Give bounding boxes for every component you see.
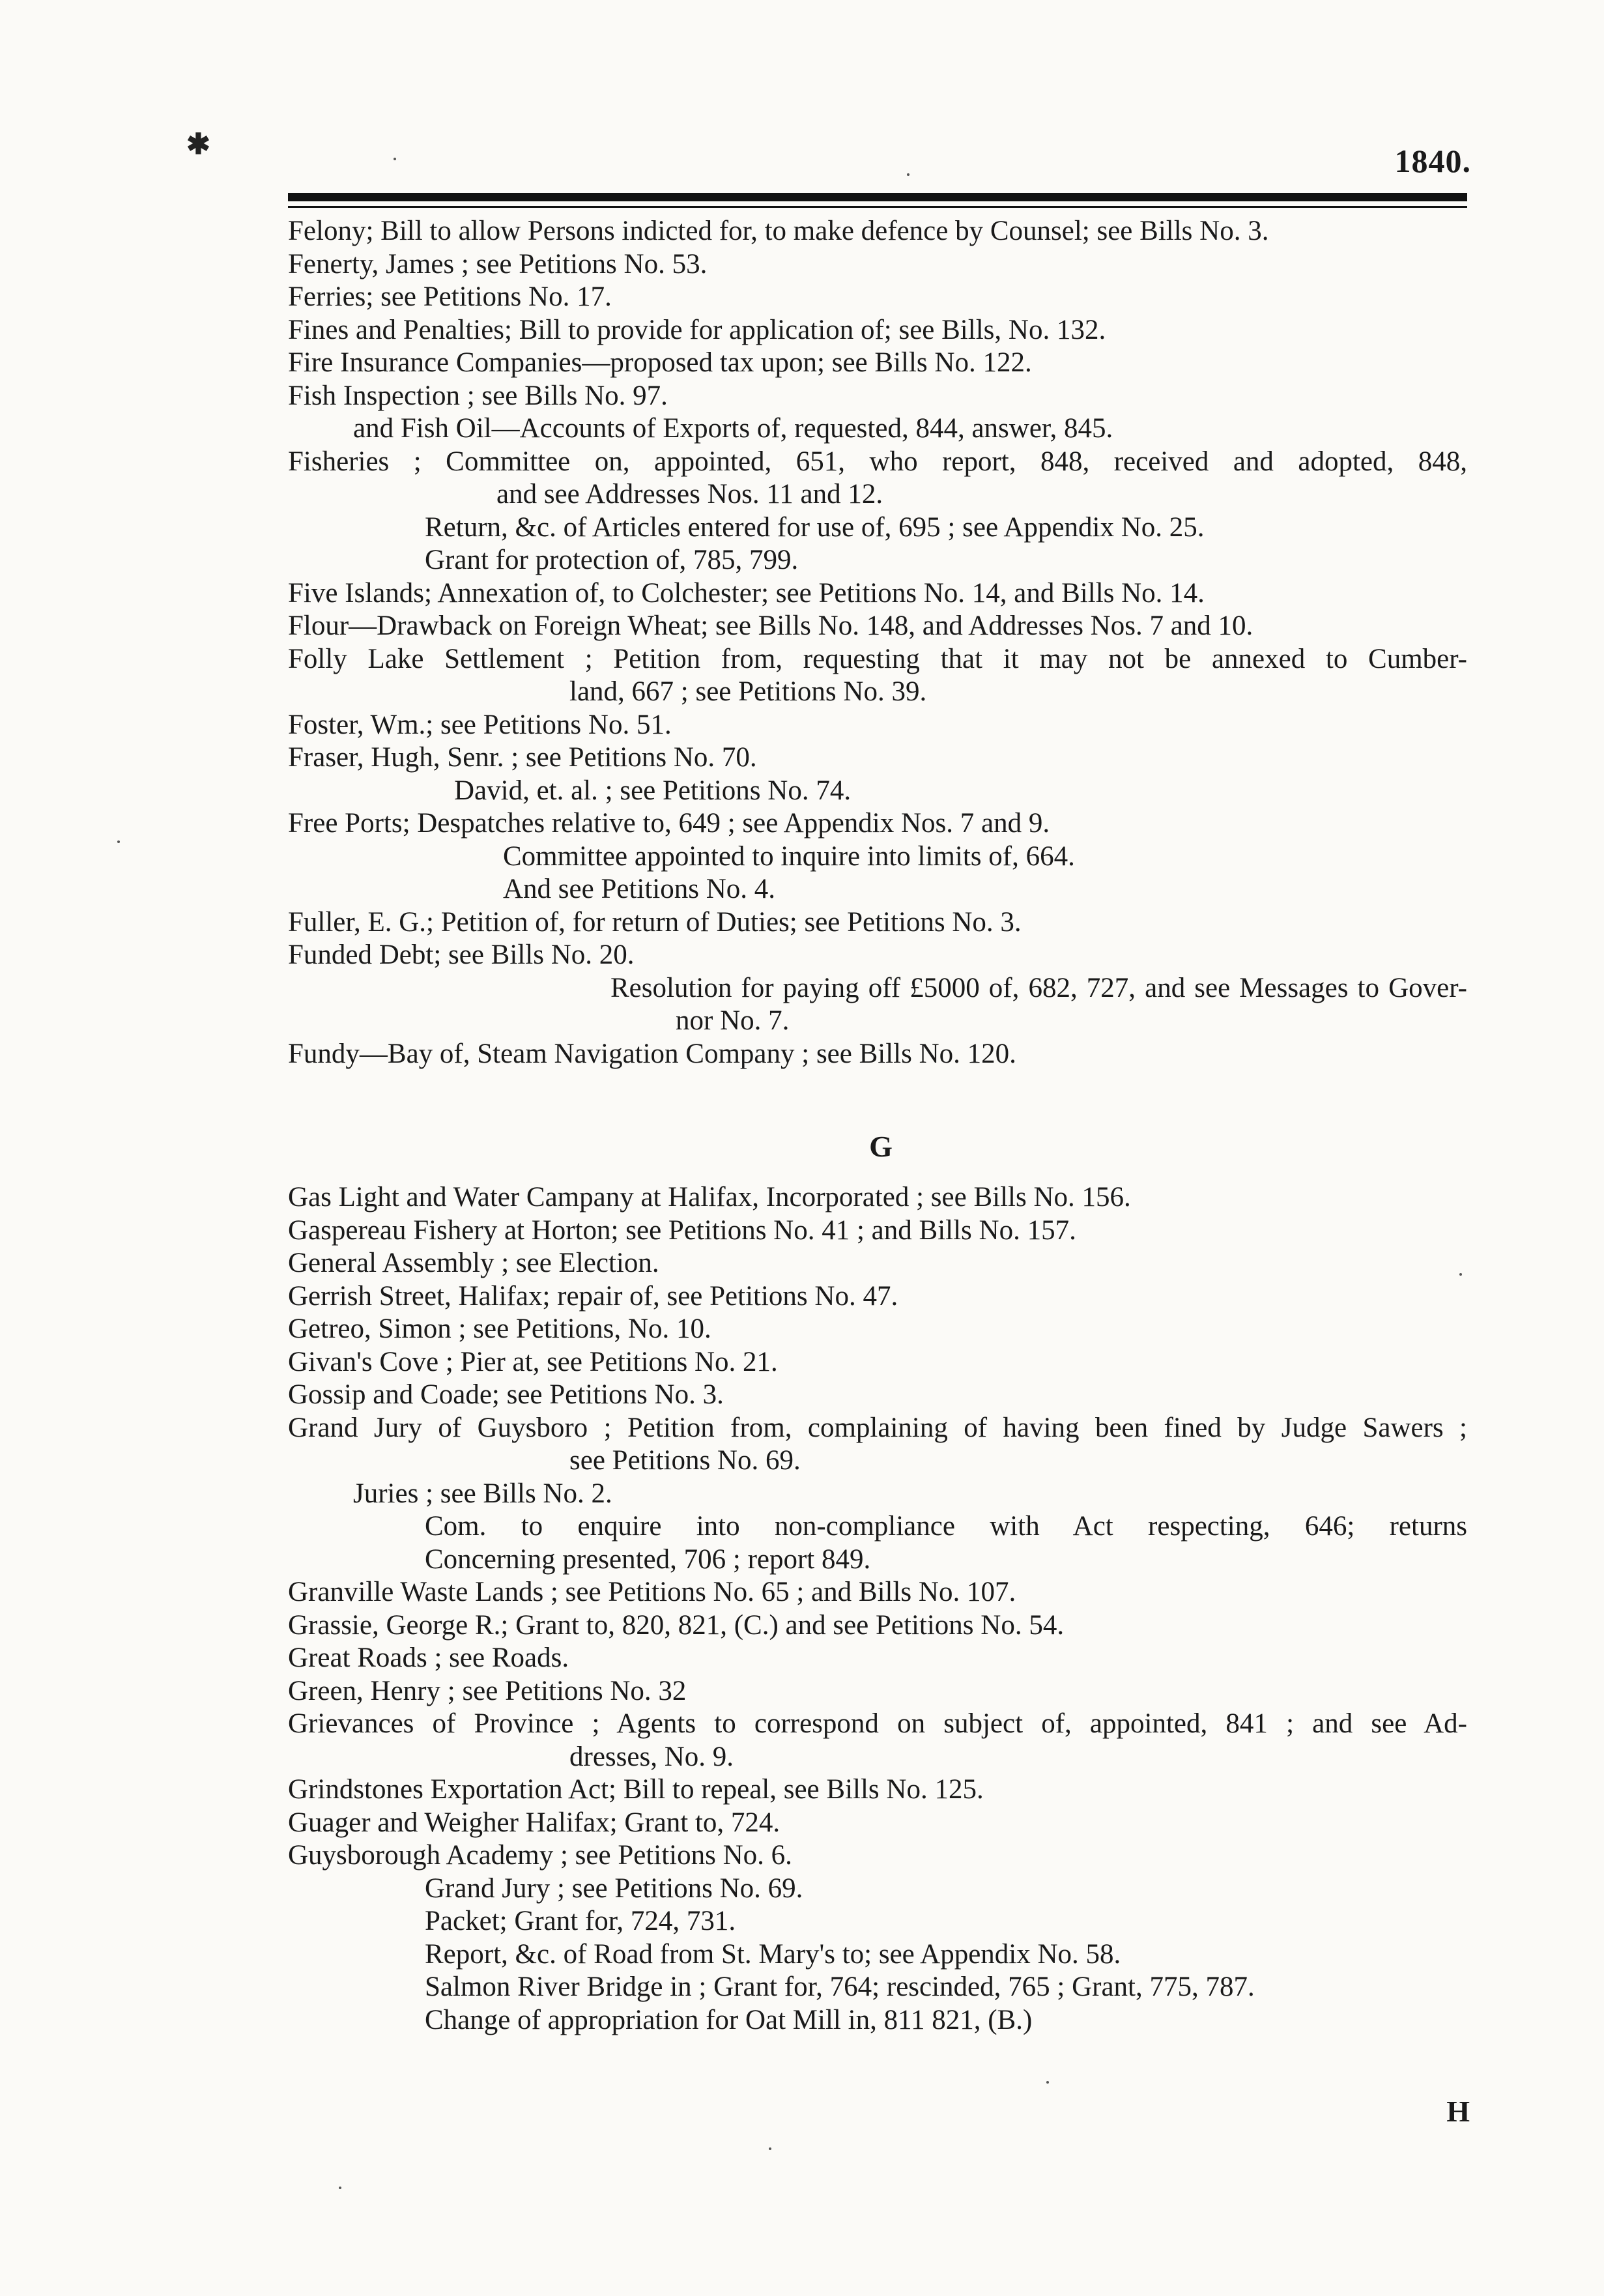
print-speck [1459, 1273, 1462, 1276]
index-entry: Ferries; see Petitions No. 17. [288, 281, 612, 312]
index-continuation: Concerning presented, 706 ; report 849. [425, 1543, 871, 1575]
index-entry: Grindstones Exportation Act; Bill to repeal, see Bills No. 125. [288, 1774, 984, 1805]
print-speck [394, 158, 396, 160]
index-entry: Great Roads ; see Roads. [288, 1643, 569, 1673]
index-entry: Fisheries ; Committee on, appointed, 651, who report, 848, received and adopted, 848, [288, 446, 1467, 477]
index-entry: Fundy—Bay of, Steam Navigation Company ; see Bills No. 120. [288, 1038, 1016, 1069]
index-continuation: nor No. 7. [676, 1005, 790, 1036]
index-entry: Fuller, E. G.; Petition of, for return of Duties; see Petitions No. 3. [288, 906, 1022, 938]
index-subentry: Packet; Grant for, 724, 731. [425, 1906, 736, 1936]
section-letter: G [869, 1130, 893, 1163]
header-rule-thin [288, 206, 1467, 208]
index-entry: Flour—Drawback on Foreign Wheat; see Bills No. 148, and Addresses Nos. 7 and 10. [288, 610, 1253, 641]
print-speck [907, 173, 909, 176]
index-subentry: Report, &c. of Road from St. Mary's to; see Appendix No. 58. [425, 1938, 1121, 1970]
index-entry: Fish Inspection ; see Bills No. 97. [288, 380, 668, 411]
index-entry: Grand Jury of Guysboro ; Petition from, complaining of having been fined by Judge Sawers ; [288, 1412, 1467, 1443]
index-subentry: Resolution for paying off £5000 of, 682, 727, and see Messages to Gover- [610, 972, 1467, 1003]
index-entry: Fines and Penalties; Bill to provide for application of; see Bills, No. 132. [288, 314, 1106, 345]
index-entry: Fenerty, James ; see Petitions No. 53. [288, 248, 708, 280]
index-entry: Gossip and Coade; see Petitions No. 3. [288, 1379, 724, 1410]
index-entry: Grievances of Province ; Agents to correspond on subject of, appointed, 841 ; and see Ad- [288, 1708, 1467, 1739]
printer-mark-icon: ✱ [186, 128, 210, 160]
index-entry: Free Ports; Despatches relative to, 649 ; see Appendix Nos. 7 and 9. [288, 808, 1050, 839]
index-subentry: Juries ; see Bills No. 2. [353, 1478, 612, 1509]
section-gap [288, 1175, 1467, 1181]
index-entry: Foster, Wm.; see Petitions No. 51. [288, 709, 672, 740]
print-speck [339, 2187, 341, 2189]
index-subentry: Salmon River Bridge in ; Grant for, 764; rescinded, 765 ; Grant, 775, 787. [425, 1972, 1255, 2002]
index-entry: Grassie, George R.; Grant to, 820, 821, (C.) and see Petitions No. 54. [288, 1609, 1065, 1641]
index-entry: Gerrish Street, Halifax; repair of, see Petitions No. 47. [288, 1280, 898, 1312]
index-entry: General Assembly ; see Election. [288, 1248, 659, 1278]
index-subentry: And see Petitions No. 4. [503, 874, 776, 904]
index-subentry: Grant for protection of, 785, 799. [425, 545, 799, 575]
index-continuation: and see Addresses Nos. 11 and 12. [496, 479, 883, 509]
index-list [288, 215, 1467, 2037]
catchword: H [1446, 2095, 1470, 2128]
index-entry: Green, Henry ; see Petitions No. 32 [288, 1675, 687, 1706]
page-year: 1840. [1394, 143, 1471, 179]
index-entry: Five Islands; Annexation of, to Colchester; see Petitions No. 14, and Bills No. 14. [288, 577, 1205, 609]
index-continuation: dresses, No. 9. [569, 1741, 734, 1772]
header-rule [288, 193, 1467, 201]
index-continuation: see Petitions No. 69. [569, 1445, 801, 1476]
print-speck [117, 840, 120, 843]
index-entry: Givan's Cove ; Pier at, see Petitions No. 21. [288, 1346, 778, 1377]
index-entry: Felony; Bill to allow Persons indicted for, to make defence by Counsel; see Bills No. 3. [288, 216, 1269, 246]
index-entry: Funded Debt; see Bills No. 20. [288, 940, 635, 970]
index-subentry: David, et. al. ; see Petitions No. 74. [454, 775, 852, 806]
index-continuation: land, 667 ; see Petitions No. 39. [569, 676, 927, 707]
index-subentry: and Fish Oil—Accounts of Exports of, requested, 844, answer, 845. [353, 413, 1113, 444]
index-entry: Guager and Weigher Halifax; Grant to, 724. [288, 1807, 781, 1838]
section-gap [288, 1070, 1467, 1130]
index-entry: Gaspereau Fishery at Horton; see Petitions No. 41 ; and Bills No. 157. [288, 1214, 1076, 1246]
index-entry: Fraser, Hugh, Senr. ; see Petitions No. 70. [288, 742, 757, 773]
print-speck [1046, 2081, 1049, 2084]
index-subentry: Return, &c. of Articles entered for use of, 695 ; see Appendix No. 25. [425, 511, 1205, 543]
index-subentry: Com. to enquire into non-compliance with Act respecting, 646; returns [425, 1511, 1467, 1542]
index-subentry: Committee appointed to inquire into limits of, 664. [503, 840, 1075, 872]
index-entry: Guysborough Academy ; see Petitions No. 6. [288, 1840, 792, 1871]
index-entry: Folly Lake Settlement ; Petition from, requesting that it may not be annexed to Cumber- [288, 643, 1467, 674]
index-subentry: Grand Jury ; see Petitions No. 69. [425, 1873, 803, 1904]
print-speck [769, 2147, 771, 2150]
index-entry: Fire Insurance Companies—proposed tax upon; see Bills No. 122. [288, 347, 1032, 378]
index-entry: Gas Light and Water Campany at Halifax, Incorporated ; see Bills No. 156. [288, 1182, 1131, 1213]
index-subentry: Change of appropriation for Oat Mill in, 811 821, (B.) [425, 2004, 1033, 2035]
index-entry: Granville Waste Lands ; see Petitions No. 65 ; and Bills No. 107. [288, 1577, 1016, 1607]
index-entry: Getreo, Simon ; see Petitions, No. 10. [288, 1313, 711, 1344]
